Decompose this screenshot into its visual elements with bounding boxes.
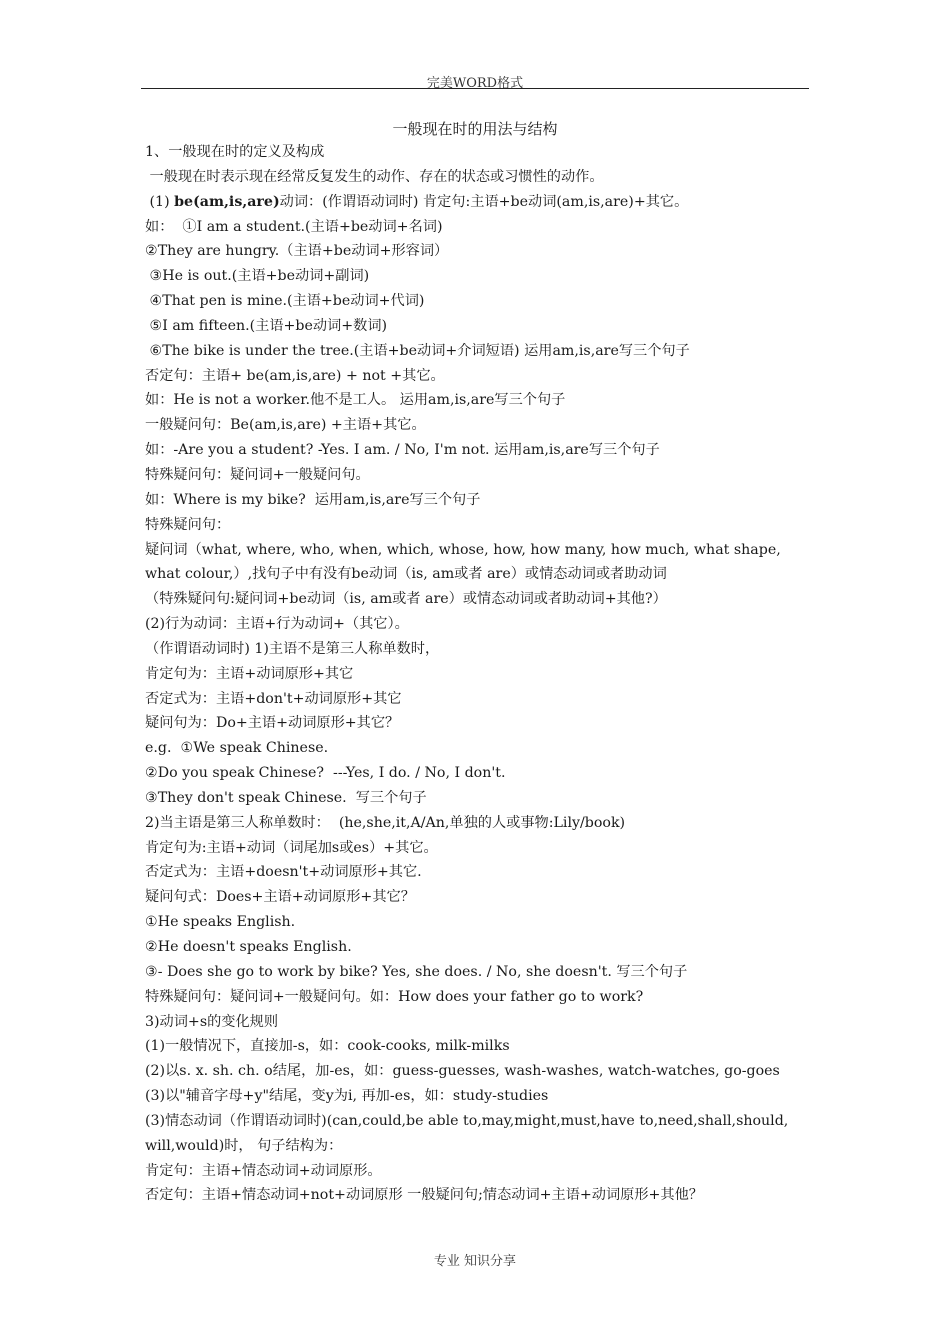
text-line: ⑤I am fifteen.(主语+be动词+数词) [145,317,388,334]
text-line: 特殊疑问句： [145,516,231,533]
text-line: 一般现在时表示现在经常反复发生的动作、存在的状态或习惯性的动作。 [145,168,604,185]
text-line: e.g. ①We speak Chinese. [145,740,329,757]
document-title: 一般现在时的用法与结构 [392,120,558,138]
text-span: 动词：(作谓语动词时) 肯定句:主语+be动词(am,is,are)+其它。 [279,193,689,210]
text-line: 3)动词+s的变化规则 [145,1013,279,1030]
bold-term: be(am,is,are) [174,193,280,210]
page-footer: 专业 知识分享 [433,1254,517,1269]
text-line: 否定式为：主语+doesn't+动词原形+其它. [145,864,422,881]
document-body [145,140,795,1208]
page-header: 完美WORD格式 [426,76,524,91]
text-line: 否定句：主语+ be(am,is,are) + not +其它。 [145,367,445,384]
text-line: 如：Where is my bike? 运用am,is,are写三个句子 [145,491,481,508]
text-line: ④That pen is mine.(主语+be动词+代词) [145,293,425,310]
text-line: 特殊疑问句：疑问词+一般疑问句。如：How does your father go to work? [145,988,644,1005]
text-line: （特殊疑问句:疑问词+be动词（is, am或者 are）或情态动词或者助动词+其他?） [145,591,667,608]
text-line: 如：He is not a worker.他不是工人。 运用am,is,are写三个句子 [145,392,566,409]
text-line: ①He speaks English. [145,914,296,931]
text-line: 如：-Are you a student? -Yes. I am. / No, I'm not. 运用am,is,are写三个句子 [145,442,660,459]
text-span: (1) [145,193,175,210]
text-line: 肯定句为:主语+动词（词尾加s或es）+其它。 [145,839,438,856]
text-line: ③He is out.(主语+be动词+副词) [145,268,370,285]
header-divider [141,88,809,89]
text-line: （作谓语动词时) 1)主语不是第三人称单数时， [145,640,440,657]
text-line: will,would)时， 句子结构为： [145,1137,343,1154]
text-line: ②Do you speak Chinese? ---Yes, I do. / No, I don't. [145,765,506,782]
text-line: (1)一般情况下，直接加-s，如：cook-cooks, milk-milks [145,1038,510,1055]
text-line: (2)以s. x. sh. ch. o结尾，加-es，如：guess-guesses, wash-washes, watch-watches, go-goes [145,1063,780,1080]
text-line: ②They are hungry.（主语+be动词+形容词） [145,243,449,260]
text-line: 2)当主语是第三人称单数时： (he,she,it,A/An,单独的人或事物:Lily/book) [145,814,626,831]
text-line: what colour,）,找句子中有没有be动词（is, am或者 are）或情态动词或者助动词 [145,566,667,583]
text-line: 一般疑问句：Be(am,is,are) +主语+其它。 [145,417,426,434]
text-line: 如： ①I am a student.(主语+be动词+名词) [145,218,443,235]
text-line: 肯定句为：主语+动词原形+其它 [145,665,354,682]
text-line: ⑥The bike is under the tree.(主语+be动词+介词短语) 运用am,is,are写三个句子 [145,342,690,359]
text-line: (3)以"辅音字母+y"结尾，变y为i, 再加-es，如：study-studies [145,1088,549,1105]
text-line [145,190,795,215]
text-line: 1、一般现在时的定义及构成 [145,144,325,160]
text-line: ②He doesn't speaks English. [145,939,352,955]
text-line: 否定式为：主语+don't+动词原形+其它 [145,690,402,707]
text-line: (3)情态动词（作谓语动词时)(can,could,be able to,may,might,must,have to,need,shall,should, [145,1112,789,1129]
text-line: ③- Does she go to work by bike? Yes, she does. / No, she doesn't. 写三个句子 [145,963,688,980]
text-line: 肯定句：主语+情态动词+动词原形。 [145,1162,382,1179]
text-line: 特殊疑问句：疑问词+一般疑问句。 [145,466,370,483]
text-line: 疑问句式：Does+主语+动词原形+其它？ [145,889,415,906]
text-line: (2)行为动词：主语+行为动词+（其它）。 [145,616,409,633]
text-line: 否定句：主语+情态动词+not+动词原形 一般疑问句;情态动词+主语+动词原形+其他？ [145,1187,703,1204]
text-line: ③They don't speak Chinese. 写三个句子 [145,789,427,806]
text-line: 疑问词（what, where, who, when, which, whose, how, how many, how much, what shape, [145,541,781,558]
text-line: 疑问句为：Do+主语+动词原形+其它？ [145,715,400,732]
